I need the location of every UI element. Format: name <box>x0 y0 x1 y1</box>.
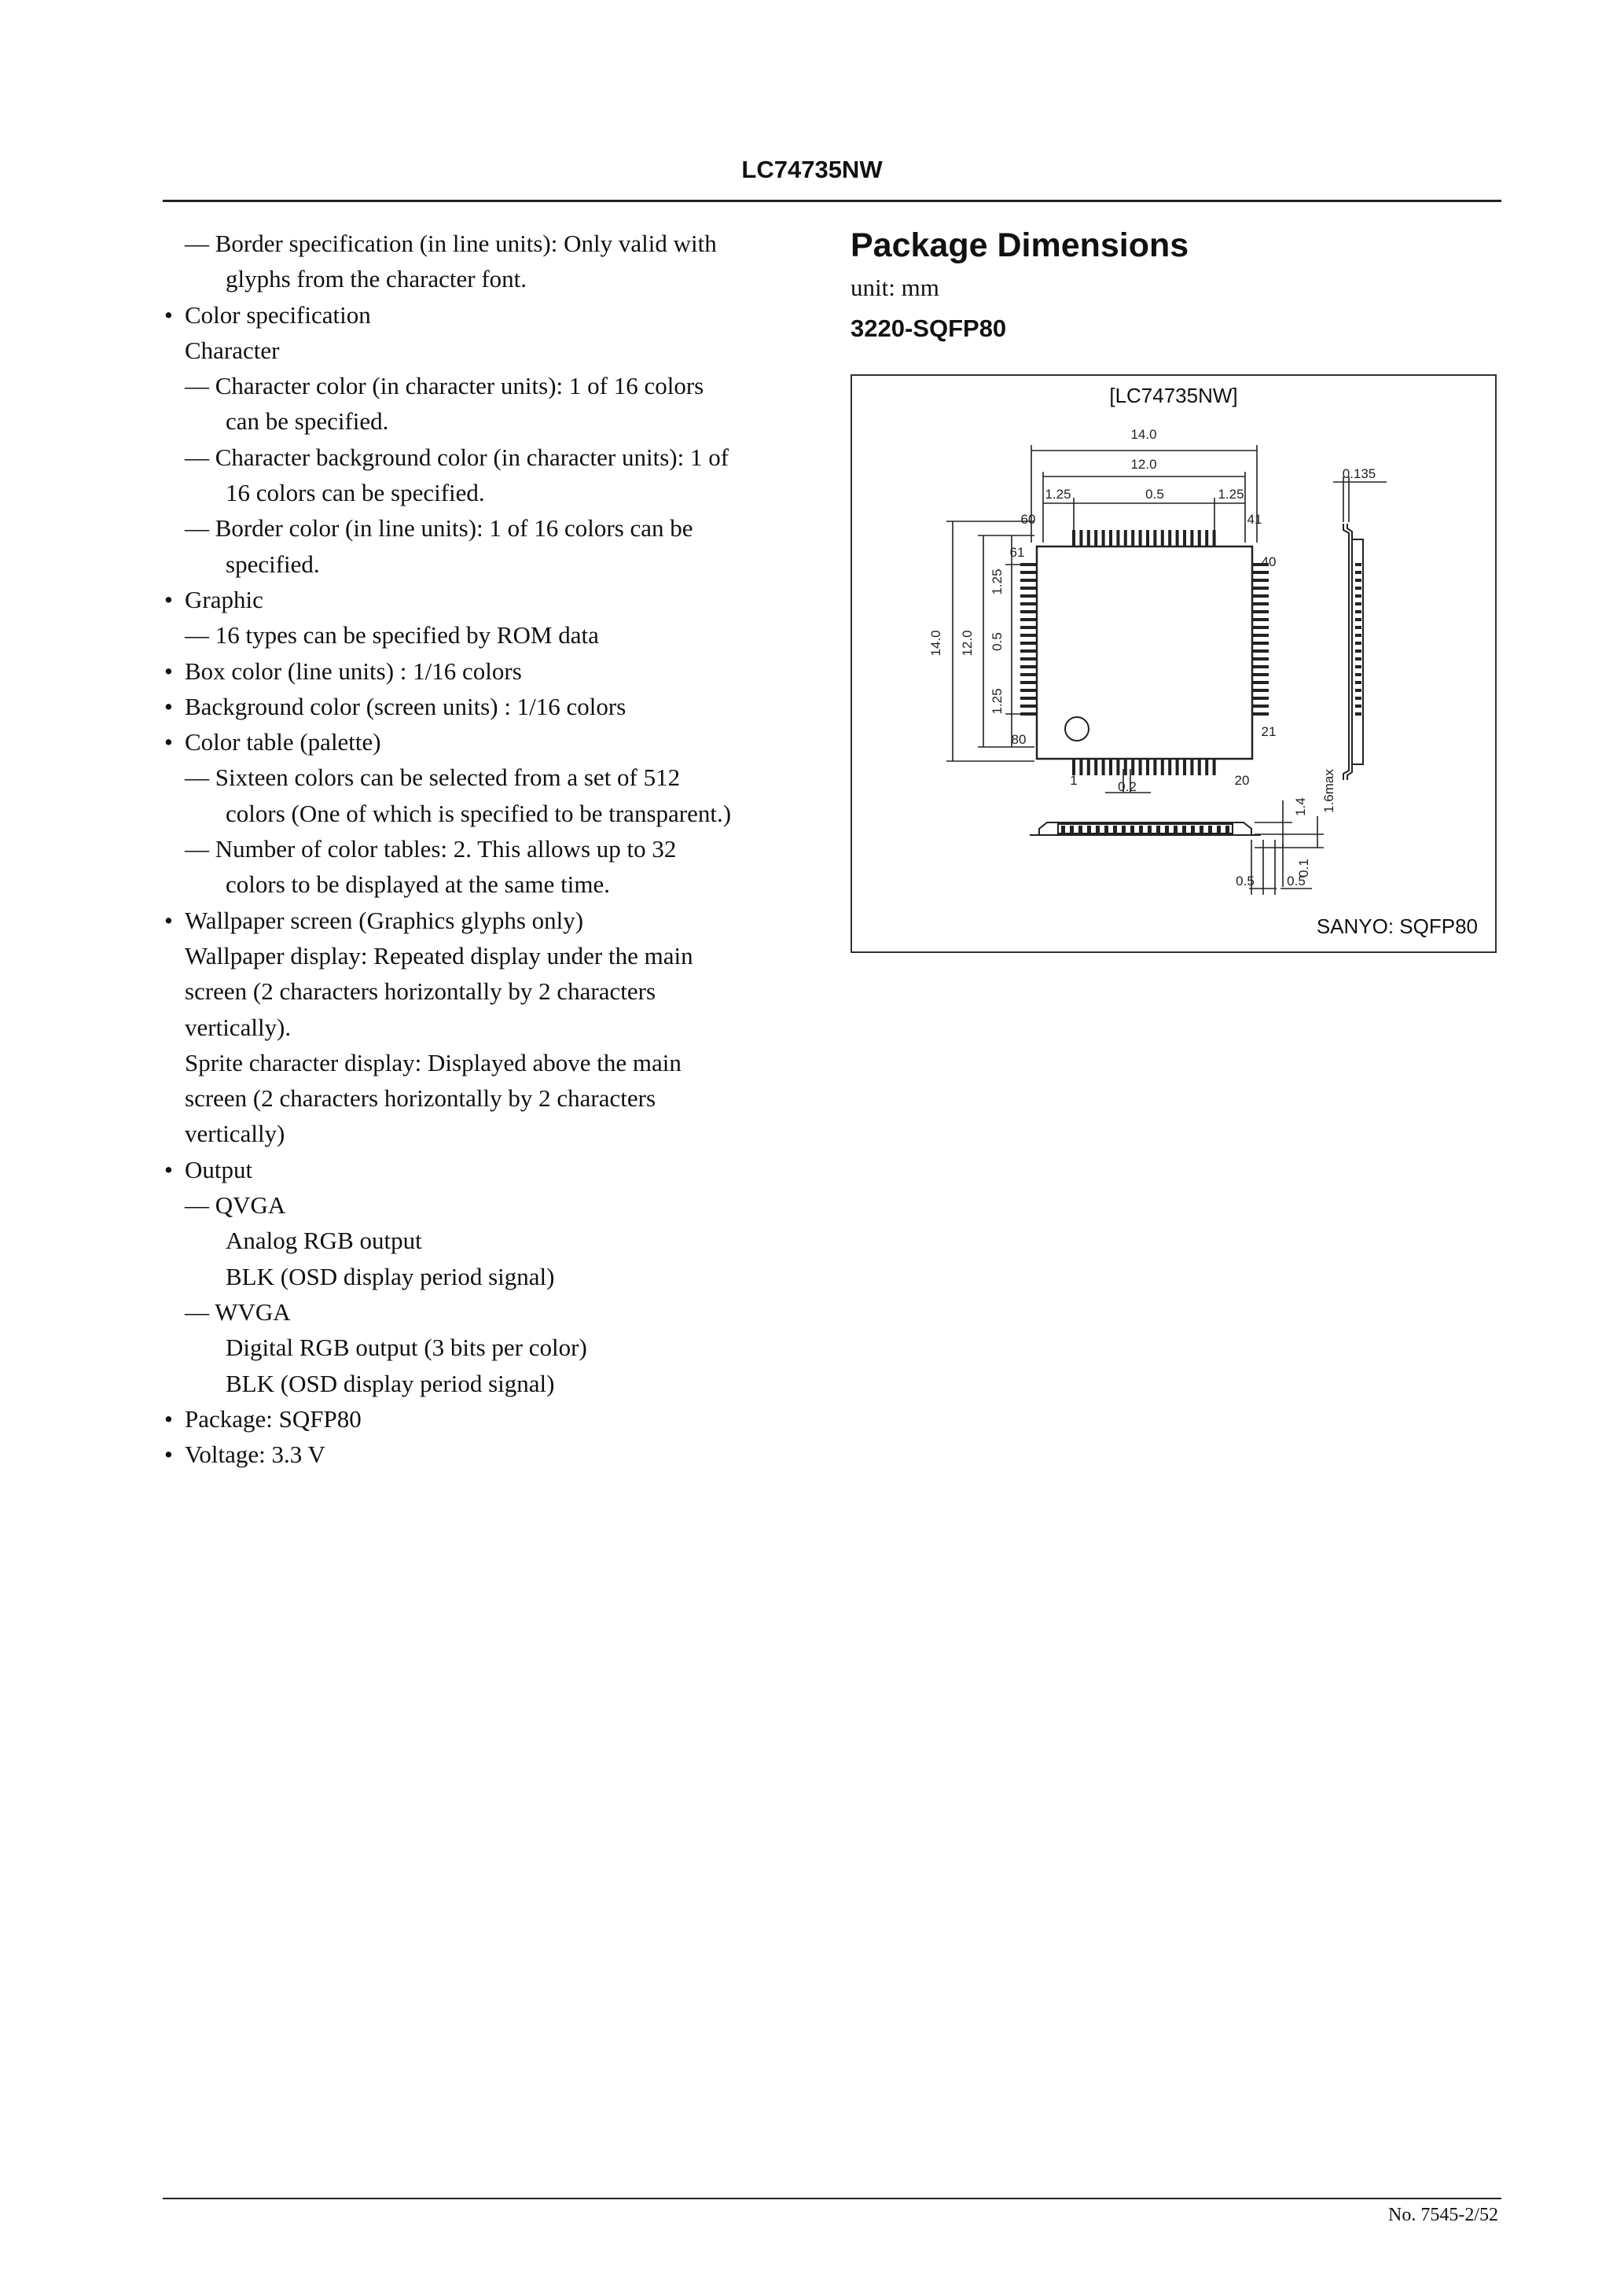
lead-top <box>1176 530 1179 546</box>
lead-bottom <box>1190 760 1193 775</box>
text-line <box>163 796 809 831</box>
text-line <box>163 1116 809 1151</box>
lead-side-view <box>1355 712 1361 716</box>
text-line-content: screen (2 characters horizontally by 2 characters <box>185 1084 656 1113</box>
lead-top <box>1109 530 1112 546</box>
text-line-content: — Character color (in character units): 1 of 16 colors <box>185 372 704 400</box>
text-line-content: Color table (palette) <box>185 728 381 756</box>
lead-side-view <box>1355 579 1361 582</box>
lead-right <box>1253 665 1269 668</box>
lead-bottom <box>1198 760 1201 775</box>
text-line <box>163 582 809 617</box>
text-line <box>163 368 809 403</box>
bullet-icon: • <box>164 657 173 685</box>
lead-top <box>1198 530 1201 546</box>
lead-front-view <box>1087 826 1091 833</box>
text-line-content: BLK (OSD display period signal) <box>226 1262 555 1290</box>
text-line-content: colors (One of which is specified to be transparent.) <box>226 799 732 827</box>
text-line-content: glyphs from the character font. <box>226 265 527 293</box>
lead-side-view <box>1355 642 1361 645</box>
lead-top <box>1102 530 1105 546</box>
text-line <box>163 1045 809 1080</box>
lead-front-view <box>1165 826 1169 833</box>
pin-label-20: 20 <box>1234 773 1250 788</box>
text-line-content: — Character background color (in character units): 1 of <box>185 443 729 471</box>
text-line-content: — Border specification (in line units): Only valid with <box>185 230 717 257</box>
lead-side-view <box>1355 705 1361 708</box>
text-line-content: screen (2 characters horizontally by 2 characters <box>185 977 656 1006</box>
lead-left <box>1020 673 1036 676</box>
lead-bottom <box>1102 760 1105 775</box>
text-line-content: Wallpaper display: Repeated display under the main <box>185 941 693 970</box>
text-line <box>163 1080 809 1116</box>
lead-left <box>1020 642 1036 645</box>
pin-label-60: 60 <box>1020 512 1036 527</box>
lead-left <box>1020 705 1036 708</box>
lead-front-view <box>1078 826 1082 833</box>
text-line-content: Background color (screen units) : 1/16 colors <box>185 692 626 720</box>
lead-bottom <box>1213 760 1216 775</box>
text-line <box>163 938 809 973</box>
lead-top <box>1094 530 1097 546</box>
lead-left <box>1020 697 1036 700</box>
lead-right <box>1253 594 1269 598</box>
bullet-icon: • <box>164 906 173 934</box>
dim-body-inner-vertical: 12.0 <box>960 630 975 657</box>
package-dimensions-heading: Package Dimensions <box>851 226 1189 264</box>
dim-height-max: 1.6max <box>1321 769 1336 813</box>
text-line <box>163 1010 809 1045</box>
lead-side-view <box>1355 626 1361 629</box>
lead-right <box>1253 697 1269 700</box>
lead-top <box>1168 530 1171 546</box>
lead-bottom <box>1205 760 1208 775</box>
text-line-content: — 16 types can be specified by ROM data <box>185 621 599 649</box>
dim-body-height: 1.4 <box>1293 797 1308 816</box>
text-line <box>163 1437 809 1472</box>
lead-top <box>1161 530 1164 546</box>
lead-side-view <box>1355 649 1361 653</box>
lead-left <box>1020 665 1036 668</box>
lead-right <box>1253 689 1269 692</box>
package-code: 3220-SQFP80 <box>851 315 1007 342</box>
bullet-icon: • <box>164 1155 173 1183</box>
chip-body <box>1037 546 1252 759</box>
lead-bottom <box>1109 760 1112 775</box>
lead-bottom <box>1124 760 1127 775</box>
lead-top <box>1153 530 1156 546</box>
text-line-content: BLK (OSD display period signal) <box>226 1369 555 1397</box>
lead-side-view <box>1355 610 1361 613</box>
dim-corner-pitch-left: 1.25 <box>1045 487 1071 502</box>
dim-corner-pitch-upper: 1.25 <box>990 568 1005 595</box>
lead-left <box>1020 649 1036 653</box>
pin-label-41: 41 <box>1247 512 1262 527</box>
dim-foot-left: 0.5 <box>1236 874 1255 889</box>
text-line-content: vertically) <box>185 1120 285 1148</box>
lead-side-view <box>1355 689 1361 692</box>
lead-front-view <box>1104 826 1108 833</box>
text-line <box>163 1187 809 1223</box>
text-line <box>163 333 809 368</box>
text-line-content: Box color (line units) : 1/16 colors <box>185 657 522 685</box>
lead-right <box>1253 705 1269 708</box>
lead-right <box>1253 602 1269 605</box>
pin-label-61: 61 <box>1009 545 1025 560</box>
lead-front-view <box>1156 826 1160 833</box>
text-line-content: Voltage: 3.3 V <box>185 1441 325 1469</box>
text-line-content: — Sixteen colors can be selected from a set of 512 <box>185 763 681 792</box>
text-line-content: Digital RGB output (3 bits per color) <box>226 1334 587 1362</box>
lead-left <box>1020 571 1036 574</box>
lead-front-view <box>1217 826 1221 833</box>
lead-top <box>1139 530 1142 546</box>
lead-top <box>1190 530 1193 546</box>
dim-lead-pitch-vertical: 0.5 <box>990 632 1005 651</box>
text-line-content: 16 colors can be specified. <box>226 479 485 507</box>
text-line <box>163 1330 809 1365</box>
feature-list <box>163 226 809 1472</box>
text-line-content: — WVGA <box>185 1297 291 1326</box>
lead-front-view <box>1061 826 1065 833</box>
footer-rule <box>163 2198 1501 2199</box>
dim-corner-pitch-right: 1.25 <box>1218 487 1244 502</box>
lead-side-view <box>1355 673 1361 676</box>
lead-right <box>1253 626 1269 629</box>
lead-front-view <box>1096 826 1100 833</box>
maker-package-label: SANYO: SQFP80 <box>1316 914 1478 938</box>
text-line <box>163 261 809 296</box>
text-line <box>163 1401 809 1437</box>
lead-right <box>1253 712 1269 716</box>
lead-left <box>1020 602 1036 605</box>
text-line-content: colors to be displayed at the same time. <box>226 870 610 899</box>
dim-body-outer-vertical: 14.0 <box>928 630 943 657</box>
text-line <box>163 1152 809 1187</box>
lead-left <box>1020 587 1036 590</box>
lead-right <box>1253 610 1269 613</box>
lead-side-view <box>1355 657 1361 660</box>
lead-side-view <box>1355 571 1361 574</box>
pin-label-1: 1 <box>1070 773 1078 788</box>
lead-left <box>1020 579 1036 582</box>
dim-body-outer: 14.0 <box>1130 427 1157 442</box>
text-line-content: — QVGA <box>185 1191 286 1220</box>
lead-left <box>1020 626 1036 629</box>
pin1-marker <box>1065 717 1089 741</box>
lead-bottom <box>1146 760 1149 775</box>
lead-left <box>1020 681 1036 684</box>
lead-bottom <box>1183 760 1186 775</box>
lead-top <box>1205 530 1208 546</box>
text-line-content: can be specified. <box>226 407 389 436</box>
lead-front-view <box>1200 826 1203 833</box>
text-line-content: vertically). <box>185 1013 292 1041</box>
bullet-icon: • <box>164 692 173 720</box>
text-line-content: Graphic <box>185 585 263 613</box>
lead-right <box>1253 587 1269 590</box>
text-line-content: Package: SQFP80 <box>185 1404 362 1433</box>
text-line-content: Wallpaper screen (Graphics glyphs only) <box>185 906 584 934</box>
lead-right <box>1253 657 1269 660</box>
lead-bottom <box>1094 760 1097 775</box>
header-rule <box>163 200 1501 202</box>
lead-front-view <box>1113 826 1117 833</box>
lead-left <box>1020 634 1036 637</box>
text-line <box>163 226 809 261</box>
text-line <box>163 831 809 867</box>
lead-right <box>1253 571 1269 574</box>
lead-left <box>1020 594 1036 598</box>
dim-foot-right: 0.5 <box>1287 874 1306 889</box>
bullet-icon: • <box>164 1441 173 1469</box>
page-header-title: LC74735NW <box>741 156 883 183</box>
text-line-content: Color specification <box>185 300 371 329</box>
lead-top <box>1146 530 1149 546</box>
lead-top <box>1124 530 1127 546</box>
text-line <box>163 1259 809 1294</box>
lead-front-view <box>1130 826 1134 833</box>
lead-left <box>1020 610 1036 613</box>
lead-bottom <box>1116 760 1119 775</box>
text-line <box>163 1366 809 1401</box>
lead-side-view <box>1355 665 1361 668</box>
lead-front-view <box>1139 826 1143 833</box>
text-line <box>163 903 809 938</box>
lead-side-view <box>1355 697 1361 700</box>
text-line <box>163 867 809 902</box>
lead-left <box>1020 657 1036 660</box>
text-line <box>163 440 809 475</box>
unit-label: unit: mm <box>851 274 939 301</box>
bullet-icon: • <box>164 585 173 613</box>
lead-top <box>1087 530 1090 546</box>
pin-label-80: 80 <box>1011 732 1027 747</box>
bullet-icon: • <box>164 728 173 756</box>
lead-side-view <box>1355 634 1361 637</box>
lead-front-view <box>1070 826 1074 833</box>
package-section <box>851 222 1503 343</box>
lead-bottom <box>1176 760 1179 775</box>
lead-bottom <box>1161 760 1164 775</box>
lead-top <box>1116 530 1119 546</box>
lead-front-view <box>1225 826 1229 833</box>
text-line <box>163 510 809 546</box>
lead-front-view <box>1191 826 1195 833</box>
lead-right <box>1253 642 1269 645</box>
dim-corner-pitch-lower: 1.25 <box>990 688 1005 715</box>
lead-right <box>1253 579 1269 582</box>
dim-standoff: 0.1 <box>1296 859 1311 878</box>
lead-bottom <box>1168 760 1171 775</box>
text-line <box>163 475 809 510</box>
text-line <box>163 297 809 333</box>
dim-lead-thickness: 0.135 <box>1342 466 1376 481</box>
bullet-icon: • <box>164 300 173 329</box>
text-line <box>163 760 809 795</box>
text-line <box>163 689 809 724</box>
lead-top <box>1131 530 1134 546</box>
lead-side-view <box>1355 618 1361 621</box>
lead-right <box>1253 649 1269 653</box>
dim-body-inner: 12.0 <box>1130 457 1157 472</box>
lead-left <box>1020 618 1036 621</box>
text-line <box>163 546 809 582</box>
lead-bottom <box>1139 760 1142 775</box>
package-outline-drawing <box>852 376 1498 955</box>
text-line-content: — Number of color tables: 2. This allows up to 32 <box>185 835 677 863</box>
lead-front-view <box>1174 826 1178 833</box>
lead-right <box>1253 681 1269 684</box>
text-line-content: Output <box>185 1155 253 1183</box>
lead-top <box>1183 530 1186 546</box>
text-line <box>163 724 809 760</box>
lead-front-view <box>1148 826 1152 833</box>
lead-bottom <box>1087 760 1090 775</box>
lead-side-view <box>1355 681 1361 684</box>
text-line-content: Sprite character display: Displayed above the main <box>185 1048 682 1076</box>
text-line <box>163 973 809 1009</box>
text-line <box>163 1223 809 1258</box>
part-label: [LC74735NW] <box>1109 384 1238 407</box>
text-line <box>163 653 809 689</box>
lead-side-view <box>1355 587 1361 590</box>
pin-label-21: 21 <box>1261 724 1277 739</box>
lead-right <box>1253 673 1269 676</box>
lead-side-view <box>1355 602 1361 605</box>
lead-front-view <box>1122 826 1126 833</box>
lead-right <box>1253 634 1269 637</box>
lead-bottom <box>1131 760 1134 775</box>
dim-lead-pitch-top: 0.5 <box>1145 487 1164 502</box>
lead-top <box>1079 530 1082 546</box>
text-line-content: Analog RGB output <box>226 1227 422 1255</box>
lead-side-view <box>1355 563 1361 566</box>
dim-lead-width: 0.2 <box>1118 779 1137 794</box>
lead-front-view <box>1182 826 1186 833</box>
text-line <box>163 1294 809 1330</box>
lead-bottom <box>1153 760 1156 775</box>
text-line-content: Character <box>185 336 280 364</box>
lead-side-view <box>1355 594 1361 598</box>
pin-label-40: 40 <box>1261 554 1277 569</box>
lead-front-view <box>1208 826 1212 833</box>
lead-left <box>1020 689 1036 692</box>
lead-bottom <box>1079 760 1082 775</box>
text-line-content: specified. <box>226 550 320 578</box>
package-drawing <box>851 374 1497 953</box>
lead-right <box>1253 618 1269 621</box>
text-line-content: — Border color (in line units): 1 of 16 colors can be <box>185 514 693 543</box>
text-line <box>163 617 809 653</box>
bullet-icon: • <box>164 1404 173 1433</box>
text-line <box>163 403 809 439</box>
document-number: No. 7545-2/52 <box>1388 2205 1498 2225</box>
